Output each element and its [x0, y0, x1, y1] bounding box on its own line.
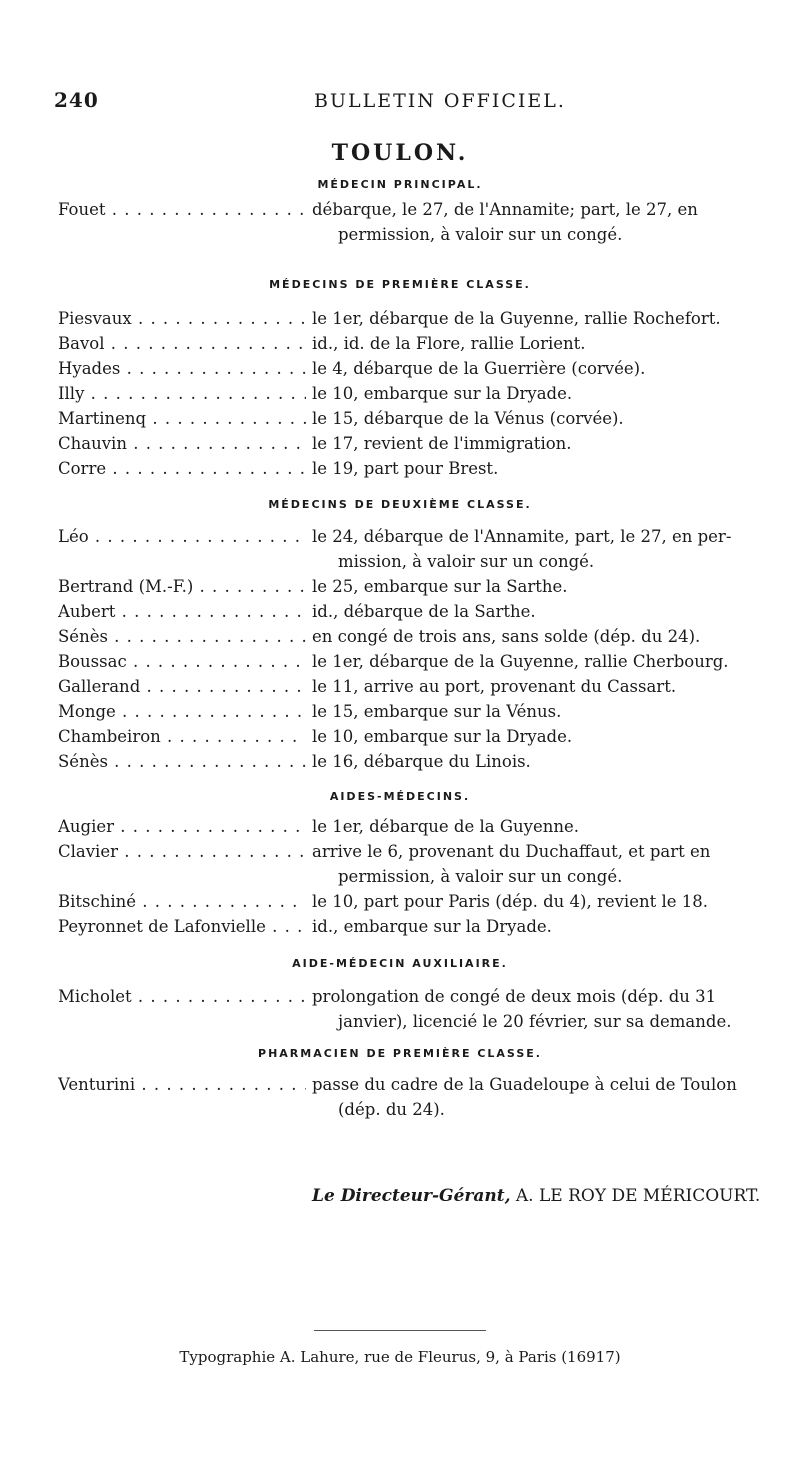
- entry-name: Peyronnet de Lafonvielle . . .: [58, 914, 306, 939]
- entry-line: le 24, débarque de l'Annamite, part, le 27, en per-: [312, 527, 732, 546]
- entry-description: [312, 1072, 772, 1122]
- entry-name: Bitschiné . . .: [58, 889, 306, 914]
- entry-name: Chauvin . . .: [58, 431, 306, 456]
- entry-description: en congé de trois ans, sans solde (dép. du 24).: [312, 627, 701, 646]
- heading-aides-medecins: AIDES-MÉDECINS.: [329, 790, 471, 803]
- entry-description: le 15, embarque sur la Vénus.: [312, 702, 562, 721]
- entry-line: passe du cadre de la Guadeloupe à celui de Toulon: [312, 1075, 737, 1094]
- signature-name: A. LE ROY DE MÉRICOURT.: [515, 1186, 761, 1206]
- signature-role: Le Directeur-Gérant,: [312, 1186, 511, 1206]
- entry-name: Boussac . . .: [58, 649, 306, 674]
- heading-medecins-premiere-classe: MÉDECINS DE PREMIÈRE CLASSE.: [269, 278, 531, 291]
- entry-name: Chambeiron . . .: [58, 724, 306, 749]
- entry-line: prolongation de congé de deux mois (dép. du 31: [312, 987, 717, 1006]
- entry-description: le 1er, débarque de la Guyenne, rallie Cherbourg.: [312, 652, 729, 671]
- entry-continuation: permission, à valoir sur un congé.: [338, 225, 623, 244]
- entry-description: le 10, embarque sur la Dryade.: [312, 727, 573, 746]
- entry-description: id., débarque de la Sarthe.: [312, 602, 536, 621]
- entry-name: Aubert . . .: [58, 599, 306, 624]
- page-number: 240: [54, 88, 99, 112]
- entry-name: Sénès . . .: [58, 749, 306, 774]
- entry-description: le 25, embarque sur la Sarthe.: [312, 577, 568, 596]
- entry-name: Micholet . . .: [58, 984, 306, 1009]
- entry-name: Hyades . . .: [58, 356, 306, 381]
- entry-name: Martinenq . . .: [58, 406, 306, 431]
- entry-name: Sénès . . .: [58, 624, 306, 649]
- section-title: TOULON.: [331, 140, 469, 166]
- entry-description: le 10, part pour Paris (dép. du 4), revient le 18.: [312, 892, 708, 911]
- page-header: [54, 88, 746, 118]
- entry-description: le 17, revient de l'immigration.: [312, 434, 572, 453]
- entry-name: Bertrand (M.-F.) . . .: [58, 574, 306, 599]
- entry-line: débarque, le 27, de l'Annamite; part, le 27, en: [312, 200, 698, 219]
- entry-name: Illy . . .: [58, 381, 306, 406]
- printer-imprint: Typographie A. Lahure, rue de Fleurus, 9, à Paris (16917): [179, 1348, 621, 1366]
- entry-description: le 1er, débarque de la Guyenne.: [312, 817, 580, 836]
- entry-continuation: janvier), licencié le 20 février, sur sa demande.: [338, 1012, 732, 1031]
- entry-continuation: permission, à valoir sur un congé.: [338, 867, 623, 886]
- entry-description: [312, 839, 772, 889]
- entry-name: Léo . . .: [58, 524, 306, 549]
- entry-description: id., id. de la Flore, rallie Lorient.: [312, 334, 586, 353]
- entry-description: le 15, débarque de la Vénus (corvée).: [312, 409, 624, 428]
- entry-continuation: mission, à valoir sur un congé.: [338, 552, 595, 571]
- heading-medecins-deuxieme-classe: MÉDECINS DE DEUXIÈME CLASSE.: [268, 498, 532, 511]
- entry-description: le 10, embarque sur la Dryade.: [312, 384, 573, 403]
- entry-name: Augier . . .: [58, 814, 306, 839]
- heading-medecin-principal: MÉDECIN PRINCIPAL.: [317, 178, 483, 191]
- entry-description: [312, 984, 772, 1034]
- entry-description: id., embarque sur la Dryade.: [312, 917, 552, 936]
- entry-continuation: (dép. du 24).: [338, 1100, 445, 1119]
- entry-description: le 1er, débarque de la Guyenne, rallie Rochefort.: [312, 309, 721, 328]
- entry-name: Venturini . . .: [58, 1072, 306, 1097]
- entry-line: arrive le 6, provenant du Duchaffaut, et part en: [312, 842, 711, 861]
- entry-description: [312, 197, 772, 247]
- entry-description: le 11, arrive au port, provenant du Cassart.: [312, 677, 677, 696]
- entry-name: Clavier . . .: [58, 839, 306, 864]
- entry-name: Piesvaux . . .: [58, 306, 306, 331]
- entry-description: le 16, débarque du Linois.: [312, 752, 531, 771]
- heading-pharmacien-premiere-classe: PHARMACIEN DE PREMIÈRE CLASSE.: [258, 1047, 542, 1060]
- entry-name: Monge . . .: [58, 699, 306, 724]
- signature: [312, 1186, 760, 1206]
- entry-name: Corre . . .: [58, 456, 306, 481]
- footer-rule: [314, 1330, 486, 1331]
- entry-name: Gallerand . . .: [58, 674, 306, 699]
- running-title: BULLETIN OFFICIEL.: [314, 90, 566, 112]
- entry-name: Bavol . . .: [58, 331, 306, 356]
- entry-description: le 19, part pour Brest.: [312, 459, 499, 478]
- heading-aide-medecin-auxiliaire: AIDE-MÉDECIN AUXILIAIRE.: [292, 957, 508, 970]
- entry-description: le 4, débarque de la Guerrière (corvée).: [312, 359, 646, 378]
- entry-name: Fouet . . .: [58, 197, 306, 222]
- entry-description: [312, 524, 772, 574]
